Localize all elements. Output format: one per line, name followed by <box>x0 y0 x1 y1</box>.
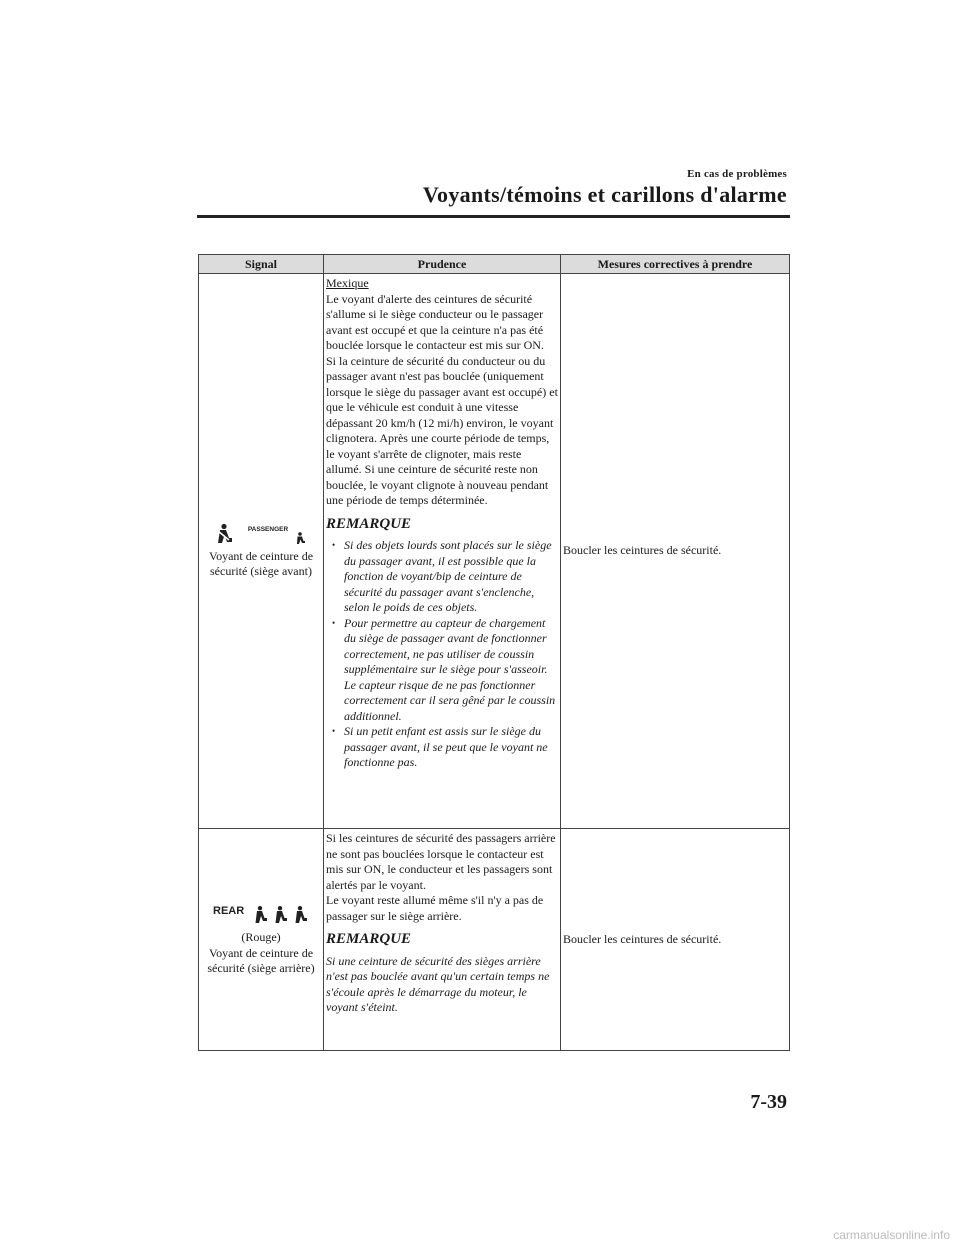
list-item: • Si un petit enfant est assis sur le siège du passager avant, il se peut que le voyant ne fonctionne pas. <box>332 724 558 771</box>
prudence-paragraph: Si les ceintures de sécurité des passagers arrière ne sont pas bouclées lorsque le contacteur est mis sur ON, le conducteur et les passagers sont alertés par le voyant. <box>326 831 556 892</box>
passenger-icon-label: PASSENGER <box>247 525 289 533</box>
prudence-cell <box>324 274 561 829</box>
page-title: Voyants/témoins et carillons d'alarme <box>422 182 787 207</box>
signal-color-label: (Rouge) <box>241 930 281 945</box>
section-header: En cas de problèmes <box>687 168 787 180</box>
rear-icon-label: REAR <box>213 905 245 918</box>
table-row <box>199 829 790 1051</box>
remarque-title: REMARQUE <box>326 931 412 947</box>
rear-seatbelt-warning-icon <box>211 902 311 926</box>
column-header-signal: Signal <box>199 255 324 274</box>
notes-list <box>326 538 558 771</box>
prudence-paragraph: Le voyant d'alerte des ceintures de sécurité s'allume si le siège conducteur ou le passager avant est occupé et que la ceinture n'a pas été bouclée lorsque le contacteur est mis sur ON. <box>326 291 544 352</box>
warning-lights-table <box>198 254 790 1051</box>
header-divider <box>197 215 790 218</box>
signal-label: Voyant de ceinture de sécurité (siège avant) <box>208 548 314 578</box>
column-header-mesures: Mesures correctives à prendre <box>561 255 790 274</box>
action-cell: Boucler les ceintures de sécurité. <box>561 274 790 829</box>
list-item: • Pour permettre au capteur de chargement du siège de passager avant de fonctionner correctement, ne pas utiliser de coussin supplémentaire sur le siège pour s'asseoir. Le capteur risque de ne pas fonctionner correctement car il sera gêné par le coussin additionnel. <box>332 616 558 725</box>
table-header-row <box>199 255 790 274</box>
list-item: • Si des objets lourds sont placés sur le siège du passager avant, il est possible que la fonction de voyant/bip de ceinture de sécurité du passager avant s'enclenche, selon le poids de ces objets. <box>332 538 558 616</box>
remarque-title: REMARQUE <box>326 515 412 532</box>
signal-label: Voyant de ceinture de sécurité (siège arrière) <box>207 945 315 976</box>
action-cell: Boucler les ceintures de sécurité. <box>561 829 790 1051</box>
note-text: Si une ceinture de sécurité des sièges arrière n'est pas bouclée avant qu'un certain temps ne s'écoule après le démarrage du moteur, le voyant s'éteint. <box>326 953 550 1014</box>
region-heading: Mexique <box>326 276 369 290</box>
prudence-paragraph: Le voyant reste allumé même s'il n'y a pas de passager sur le siège arrière. <box>326 893 544 923</box>
column-header-prudence: Prudence <box>324 255 561 274</box>
footer-watermark: carmanualsonline.info <box>833 1228 950 1242</box>
signal-cell <box>199 829 324 1051</box>
page-number: 7-39 <box>750 1091 787 1113</box>
table-row <box>199 274 790 829</box>
seatbelt-warning-icon <box>216 523 306 545</box>
prudence-paragraph: Si la ceinture de sécurité du conducteur ou du passager avant n'est pas bouclée (uniquement lorsque le siège du passager avant est occupé) et que le véhicule est conduit à une vitesse dépassant 20 km/h (12 mi/h) environ, le voyant clignotera. Après une courte période de temps, le voyant s'arrête de clignoter, mais reste allumé. Si une ceinture de sécurité reste non bouclée, le voyant clignote à nouveau pendant une période de temps déterminée. <box>326 353 558 507</box>
signal-cell <box>199 274 324 829</box>
prudence-cell <box>324 829 561 1051</box>
